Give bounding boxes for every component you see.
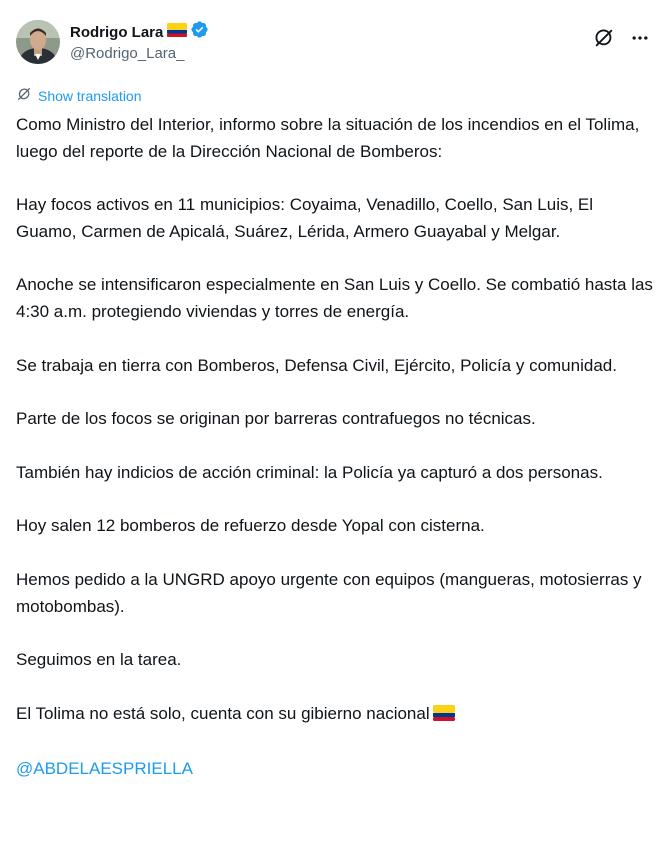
tweet-paragraph-text: El Tolima no está solo, cuenta con su gibierno nacional <box>16 703 430 723</box>
mention-link[interactable]: @ABDELAESPRIELLA <box>16 759 193 779</box>
show-translation-link[interactable] <box>16 86 142 105</box>
tweet-paragraph: Como Ministro del Interior, informo sobre la situación de los incendios en el Tolima, luego del reporte de la Dirección Nacional de Bomberos: <box>16 115 640 161</box>
verified-badge-icon[interactable] <box>190 20 209 44</box>
grok-icon[interactable] <box>590 24 618 52</box>
mention-paragraph <box>16 756 654 783</box>
display-name[interactable]: Rodrigo Lara <box>70 23 164 41</box>
tweet-paragraph: Hay focos activos en 11 municipios: Coyaima, Venadillo, Coello, San Luis, El Guamo, Carmen de Apicalá, Suárez, Lérida, Armero Guayabal y Melgar. <box>16 195 594 241</box>
tweet-paragraph: También hay indicios de acción criminal: la Policía ya capturó a dos personas. <box>16 462 603 482</box>
more-icon[interactable] <box>626 24 654 52</box>
tweet-paragraph: Parte de los focos se originan por barreras contrafuegos no técnicas. <box>16 409 536 429</box>
colombia-flag-emoji-icon <box>433 703 455 730</box>
tweet-paragraph: Se trabaja en tierra con Bomberos, Defensa Civil, Ejército, Policía y comunidad. <box>16 355 617 375</box>
tweet-paragraph: Hemos pedido a la UNGRD apoyo urgente con equipos (mangueras, motosierras y motobombas). <box>16 569 642 616</box>
avatar[interactable] <box>16 20 60 64</box>
colombia-flag-icon <box>167 23 187 42</box>
show-translation-label: Show translation <box>38 87 142 104</box>
tweet-paragraph: Anoche se intensificaron especialmente en San Luis y Coello. Se combatió hasta las 4:30 a.m. protegiendo viviendas y torres de energía. <box>16 275 653 321</box>
tweet-paragraph: Seguimos en la tarea. <box>16 650 182 670</box>
tweet-paragraph-last <box>16 701 654 730</box>
author-handle[interactable]: @Rodrigo_Lara_ <box>70 45 185 62</box>
tweet-paragraph: Hoy salen 12 bomberos de refuerzo desde Yopal con cisterna. <box>16 516 485 536</box>
author-names <box>70 22 209 62</box>
translate-icon <box>16 86 38 105</box>
tweet-text <box>16 112 654 810</box>
header-actions <box>590 24 654 52</box>
tweet-header <box>16 20 654 68</box>
